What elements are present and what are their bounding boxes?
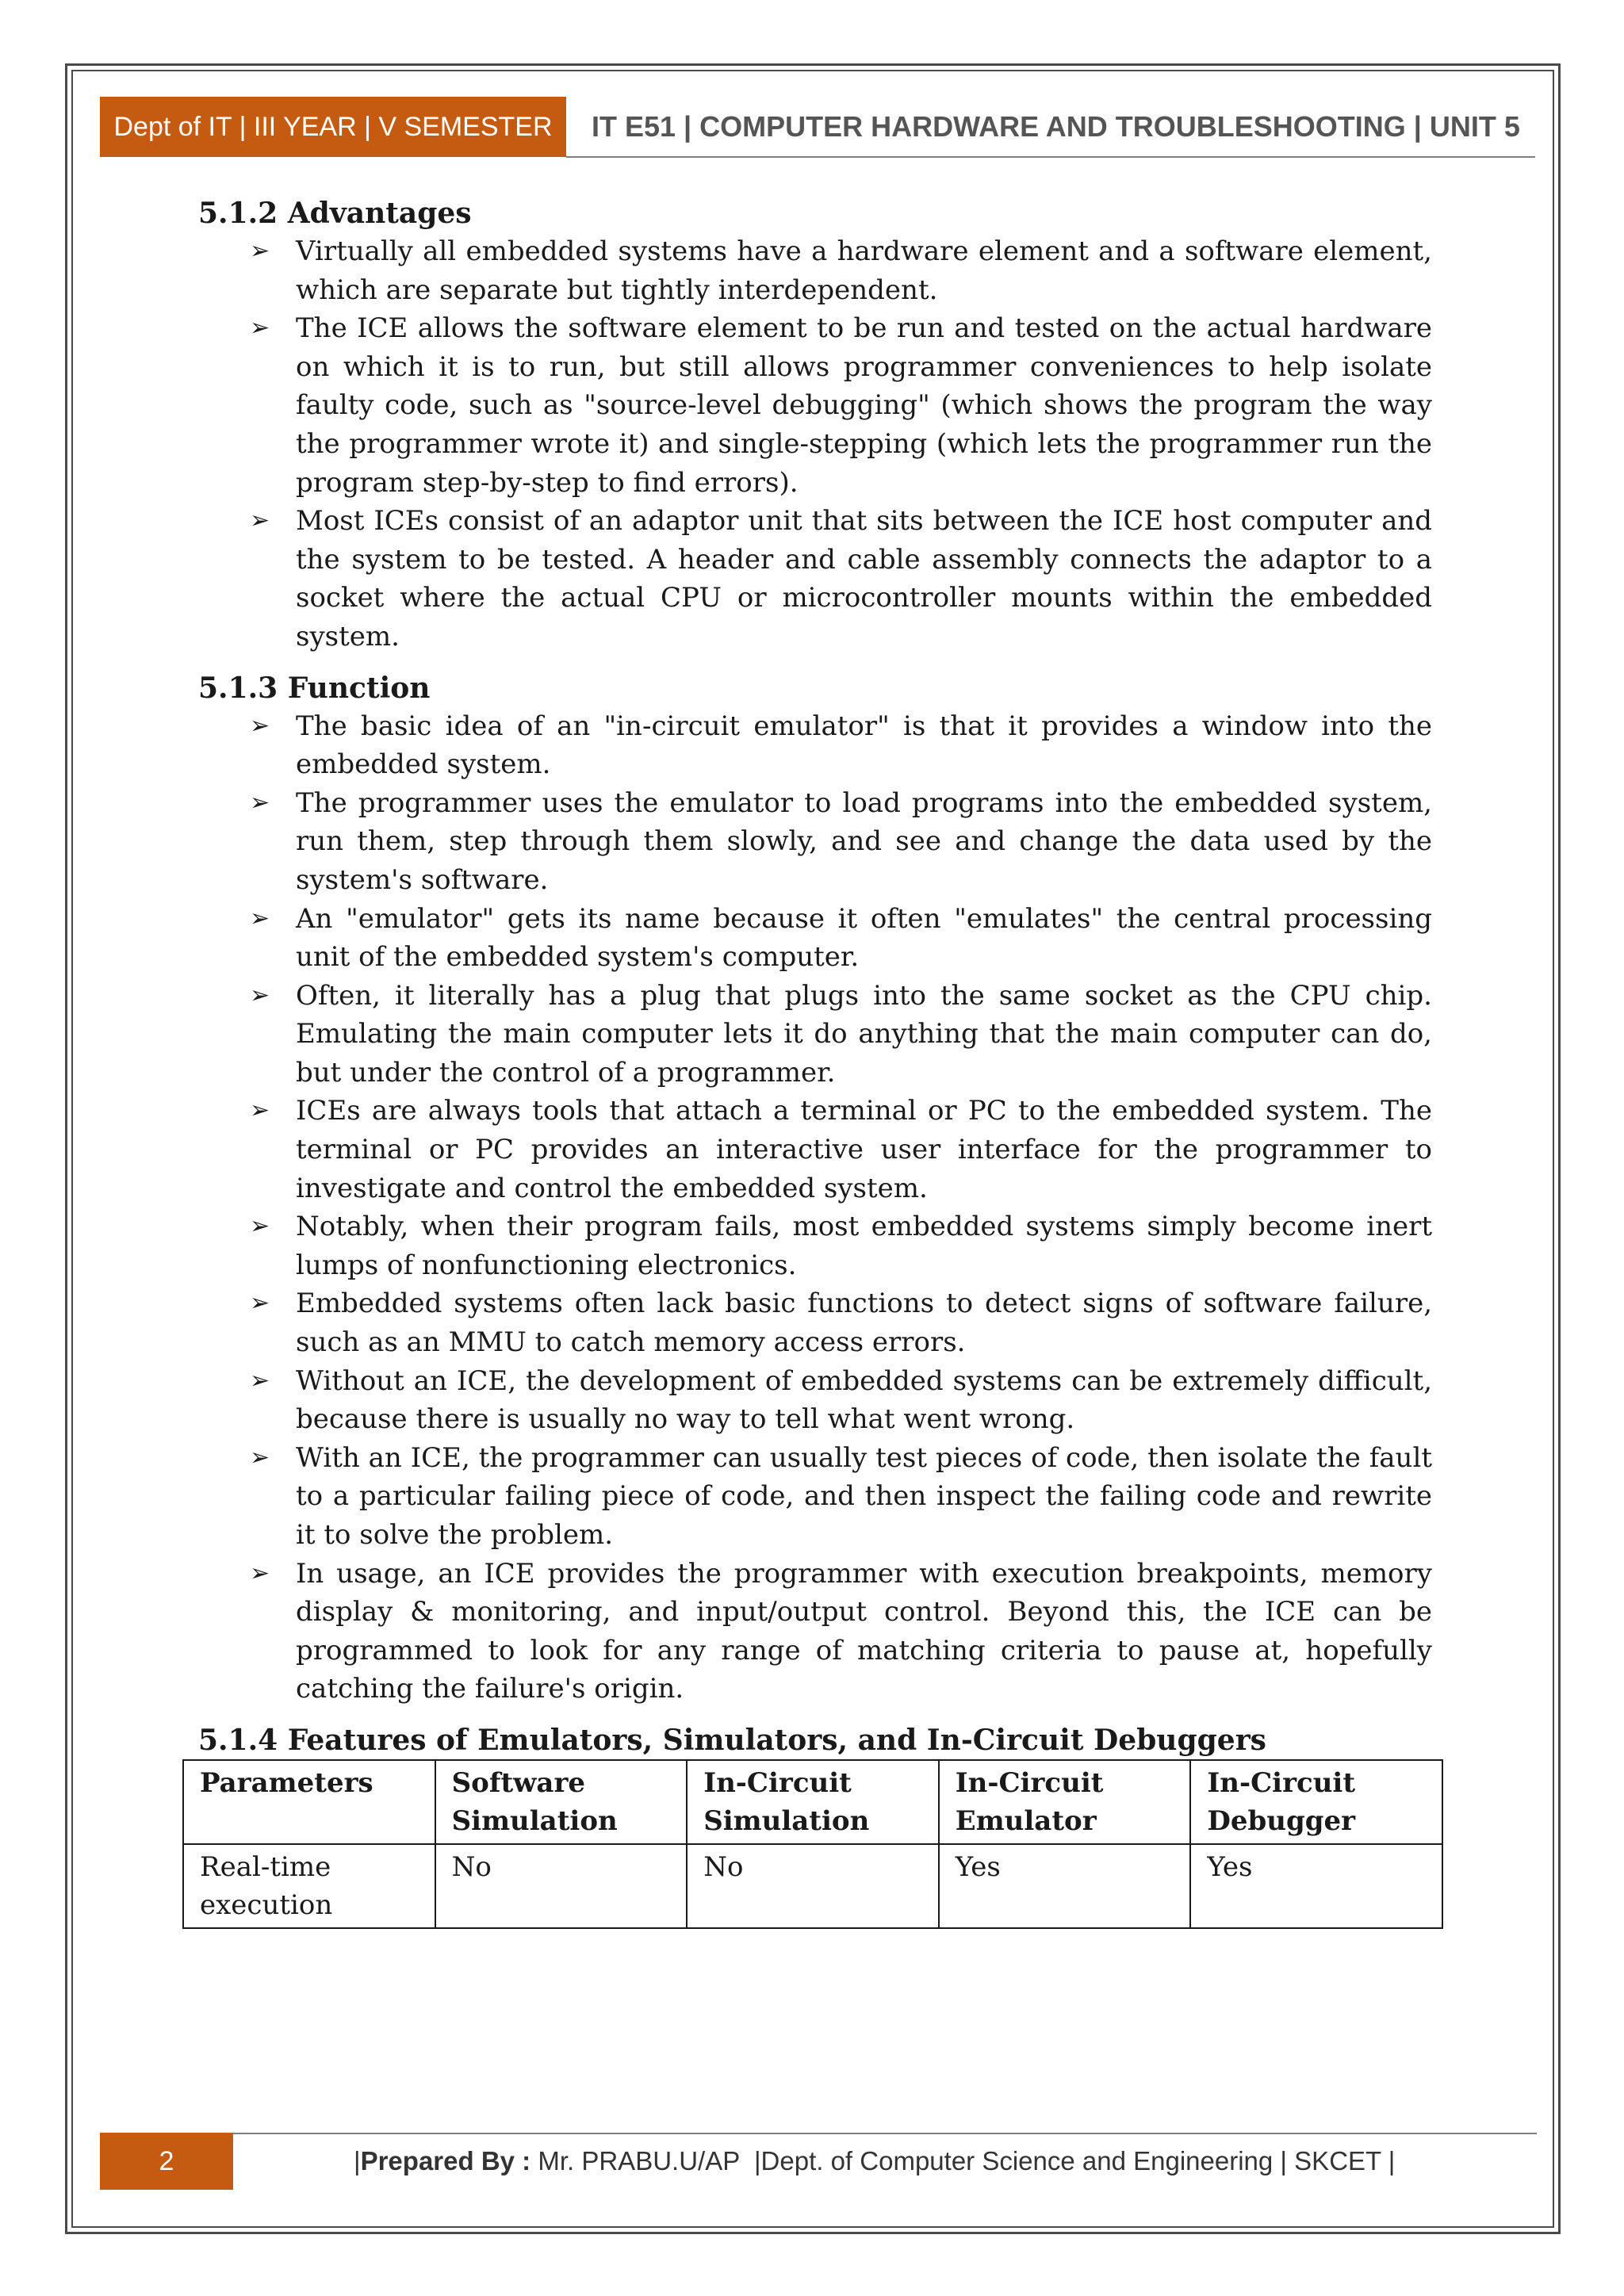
page-number: 2 [100, 2133, 233, 2190]
list-item: ➢ In usage, an ICE provides the programmer with execution breakpoints, memory display & monitoring, and input/output control. Beyond this, the ICE can be programmed to look for any range of matching criteria to pause at, hopefully catching the failure's origin. [198, 1555, 1432, 1709]
footer-text [354, 2133, 1395, 2190]
list-item: ➢ Most ICEs consist of an adaptor unit that sits between the ICE host computer and the system to be tested. A header and cable assembly connects the adaptor to a socket where the actual CPU or microcontroller mounts within the embedded system. [198, 502, 1432, 656]
list-item: ➢ Virtually all embedded systems have a hardware element and a software element, which are separate but tightly interdependent. [198, 232, 1432, 309]
list-item: ➢ ICEs are always tools that attach a terminal or PC to the embedded system. The terminal or PC provides an interactive user interface for the programmer to investigate and control the embedded system. [198, 1092, 1432, 1207]
header-badge: Dept of IT | III YEAR | V SEMESTER [100, 97, 566, 157]
arrow-bullet-icon: ➢ [250, 788, 270, 817]
column-header: Parameters [183, 1760, 435, 1844]
bullet-list [198, 707, 1432, 1709]
arrow-bullet-icon: ➢ [250, 981, 270, 1009]
section-function [198, 669, 1432, 1709]
list-item: ➢ Notably, when their program fails, most embedded systems simply become inert lumps of nonfunctioning electronics. [198, 1207, 1432, 1284]
footer-prefix: | [354, 2146, 361, 2175]
arrow-bullet-icon: ➢ [250, 1366, 270, 1395]
list-item: ➢ Embedded systems often lack basic functions to detect signs of software failure, such as an MMU to catch memory access errors. [198, 1284, 1432, 1361]
header-rule [566, 156, 1535, 158]
footer-prepared-by: Mr. PRABU.U/AP |Dept. of Computer Science and Engineering | SKCET | [530, 2146, 1396, 2175]
header-title: IT E51 | COMPUTER HARDWARE AND TROUBLESHOOTING | UNIT 5 [592, 110, 1520, 143]
list-item: ➢ With an ICE, the programmer can usually test pieces of code, then isolate the fault to a particular failing piece of code, and then inspect the failing code and rewrite it to solve the problem. [198, 1439, 1432, 1555]
arrow-bullet-icon: ➢ [250, 904, 270, 932]
arrow-bullet-icon: ➢ [250, 1443, 270, 1471]
table-header-row [183, 1760, 1442, 1844]
arrow-bullet-icon: ➢ [250, 1212, 270, 1241]
page-content [198, 194, 1432, 1929]
column-header: In-Circuit Emulator [939, 1760, 1191, 1844]
column-header: In-Circuit Simulation [687, 1760, 939, 1844]
bullet-list [198, 232, 1432, 656]
arrow-bullet-icon: ➢ [250, 314, 270, 342]
column-header: In-Circuit Debugger [1190, 1760, 1442, 1844]
table-cell: No [687, 1844, 939, 1928]
table-cell: Yes [939, 1844, 1191, 1928]
list-item: ➢ The programmer uses the emulator to load programs into the embedded system, run them, step through them slowly, and see and change the data used by the system's software. [198, 784, 1432, 900]
section-title: 5.1.3 Function [198, 671, 431, 705]
section-title: 5.1.2 Advantages [198, 197, 472, 230]
list-item: ➢ The basic idea of an "in-circuit emulator" is that it provides a window into the embedded system. [198, 707, 1432, 784]
features-table [182, 1759, 1443, 1929]
footer-prepared-label: Prepared By : [360, 2146, 531, 2175]
table-cell: No [435, 1844, 688, 1928]
list-item: ➢ An "emulator" gets its name because it often "emulates" the central processing unit of the embedded system's computer. [198, 900, 1432, 977]
arrow-bullet-icon: ➢ [250, 1289, 270, 1318]
arrow-bullet-icon: ➢ [250, 237, 270, 265]
table-row [183, 1844, 1442, 1928]
arrow-bullet-icon: ➢ [250, 507, 270, 535]
table-cell: Real-time execution [183, 1844, 435, 1928]
section-advantages [198, 194, 1432, 656]
arrow-bullet-icon: ➢ [250, 1559, 270, 1587]
column-header: Software Simulation [435, 1760, 688, 1844]
list-item: ➢ Often, it literally has a plug that plugs into the same socket as the CPU chip. Emulating the main computer lets it do anything that the main computer can do, but under the control of a programmer. [198, 977, 1432, 1093]
arrow-bullet-icon: ➢ [250, 711, 270, 740]
section-features [198, 1721, 1432, 1929]
table-cell: Yes [1190, 1844, 1442, 1928]
arrow-bullet-icon: ➢ [250, 1096, 270, 1125]
section-title: 5.1.4 Features of Emulators, Simulators, and In-Circuit Debuggers [198, 1723, 1266, 1757]
list-item: ➢ Without an ICE, the development of embedded systems can be extremely difficult, because there is usually no way to tell what went wrong. [198, 1362, 1432, 1439]
list-item: ➢ The ICE allows the software element to be run and tested on the actual hardware on which it is to run, but still allows programmer conveniences to help isolate faulty code, such as "source-level debugging" (which shows the program the way the programmer wrote it) and single-stepping (which lets the programmer run the program step-by-step to find errors). [198, 309, 1432, 502]
